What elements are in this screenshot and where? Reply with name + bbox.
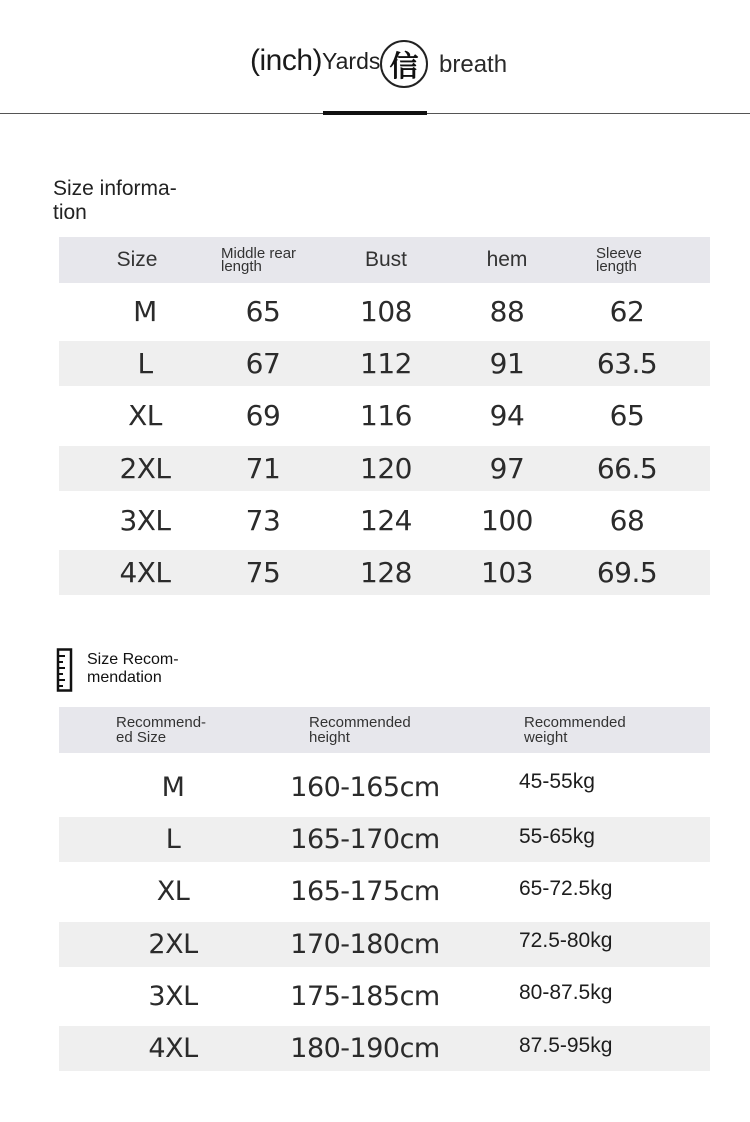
col-rec-weight-line2: weight: [524, 729, 568, 746]
cell-middle-rear-length: 73: [245, 503, 281, 537]
cell-bust: 116: [360, 399, 412, 433]
cell-hem: 94: [489, 399, 525, 433]
cell-rec-weight: 65-72.5kg: [519, 876, 613, 900]
cell-sleeve-length: 65: [609, 399, 645, 433]
col-middle-rear-line2: length: [221, 258, 262, 275]
cell-size: L: [137, 347, 153, 381]
table-row: [59, 289, 710, 334]
cell-rec-height: 165-170cm: [290, 824, 440, 856]
cell-rec-size: M: [161, 772, 185, 803]
col-hem-header: hem: [486, 248, 528, 271]
cell-bust: 124: [360, 503, 412, 537]
ruler-icon: [56, 648, 74, 692]
cell-sleeve-length: 69.5: [596, 556, 658, 589]
cell-rec-size: XL: [156, 876, 190, 908]
cell-hem: 97: [489, 451, 525, 485]
cell-size: 3XL: [119, 503, 171, 537]
cell-rec-weight: 45-55kg: [519, 769, 595, 793]
cell-rec-height: 175-185cm: [290, 980, 440, 1012]
cell-bust: 120: [360, 451, 412, 485]
table-row: [59, 922, 710, 967]
cell-rec-height: 170-180cm: [290, 928, 440, 960]
cell-rec-size: 4XL: [148, 1033, 198, 1064]
cell-hem: 88: [489, 295, 525, 328]
col-rec-height-line1: Recommended: [309, 714, 411, 731]
cell-size: 2XL: [119, 451, 171, 485]
cell-bust: 108: [360, 295, 412, 328]
table-row: [59, 446, 710, 491]
header-yards: Yards: [322, 48, 381, 74]
cell-sleeve-length: 62: [609, 295, 645, 328]
cell-rec-height: 180-190cm: [290, 1033, 440, 1064]
table-row: [59, 817, 710, 862]
size-table-header: [59, 237, 710, 283]
cell-hem: 103: [481, 556, 533, 589]
cell-rec-weight: 72.5-80kg: [519, 929, 613, 953]
cell-sleeve-length: 68: [609, 503, 645, 537]
size-info-title-line2: tion: [53, 201, 87, 224]
table-row: [59, 869, 710, 914]
cell-hem: 91: [489, 347, 525, 381]
rec-table-header: [59, 707, 710, 753]
cell-rec-weight: 80-87.5kg: [519, 981, 613, 1005]
header-tab-underline: [323, 111, 427, 115]
table-row: [59, 765, 710, 810]
table-row: [59, 974, 710, 1019]
cell-size: XL: [128, 399, 162, 433]
size-info-title-line1: Size informa-: [53, 177, 177, 200]
cell-middle-rear-length: 69: [245, 399, 281, 433]
cell-rec-weight: 55-65kg: [519, 824, 595, 848]
col-rec-weight-line1: Recommended: [524, 714, 626, 731]
col-sleeve-line2: length: [596, 258, 637, 275]
cell-sleeve-length: 63.5: [596, 347, 658, 381]
cell-middle-rear-length: 67: [245, 347, 281, 381]
table-row: [59, 550, 710, 595]
cell-middle-rear-length: 71: [245, 451, 281, 485]
cell-bust: 112: [360, 347, 412, 381]
cell-bust: 128: [360, 556, 412, 589]
size-info-title: [53, 177, 177, 225]
cell-rec-size: L: [165, 824, 181, 856]
cell-rec-size: 2XL: [148, 928, 198, 960]
col-middle-rear-line1: Middle rear: [221, 245, 297, 262]
col-rec-weight-header: [524, 707, 664, 753]
table-row: [59, 393, 710, 438]
size-rec-title-line1: Size Recom-: [87, 651, 179, 668]
cell-middle-rear-length: 75: [245, 556, 281, 589]
cell-sleeve-length: 66.5: [596, 451, 658, 485]
cell-rec-height: 160-165cm: [290, 772, 440, 803]
table-row: [59, 1026, 710, 1071]
col-rec-height-header: [309, 707, 449, 753]
col-size-header: Size: [116, 248, 158, 271]
seal-icon: 信: [380, 40, 428, 88]
cell-rec-weight: 87.5-95kg: [519, 1033, 613, 1057]
header-inch: (inch): [250, 44, 323, 77]
col-rec-size-line1: Recommend-: [116, 714, 207, 731]
cell-rec-size: 3XL: [148, 980, 198, 1012]
size-rec-title-line2: mendation: [87, 669, 162, 686]
size-rec-title: [87, 651, 179, 687]
col-rec-size-line2: ed Size: [116, 729, 167, 746]
cell-middle-rear-length: 65: [245, 295, 281, 328]
col-sleeve-length-header: [596, 237, 696, 283]
col-rec-size-header: [116, 707, 236, 753]
col-middle-rear-length-header: [221, 237, 331, 283]
col-sleeve-line1: Sleeve: [596, 245, 642, 262]
cell-rec-height: 165-175cm: [290, 876, 440, 908]
cell-size: M: [133, 295, 157, 328]
cell-size: 4XL: [119, 556, 171, 589]
header-breath: breath: [439, 51, 508, 78]
col-rec-height-line2: height: [309, 729, 350, 746]
cell-hem: 100: [481, 503, 533, 537]
col-bust-header: Bust: [364, 248, 408, 271]
table-row: [59, 341, 710, 386]
table-row: [59, 498, 710, 543]
